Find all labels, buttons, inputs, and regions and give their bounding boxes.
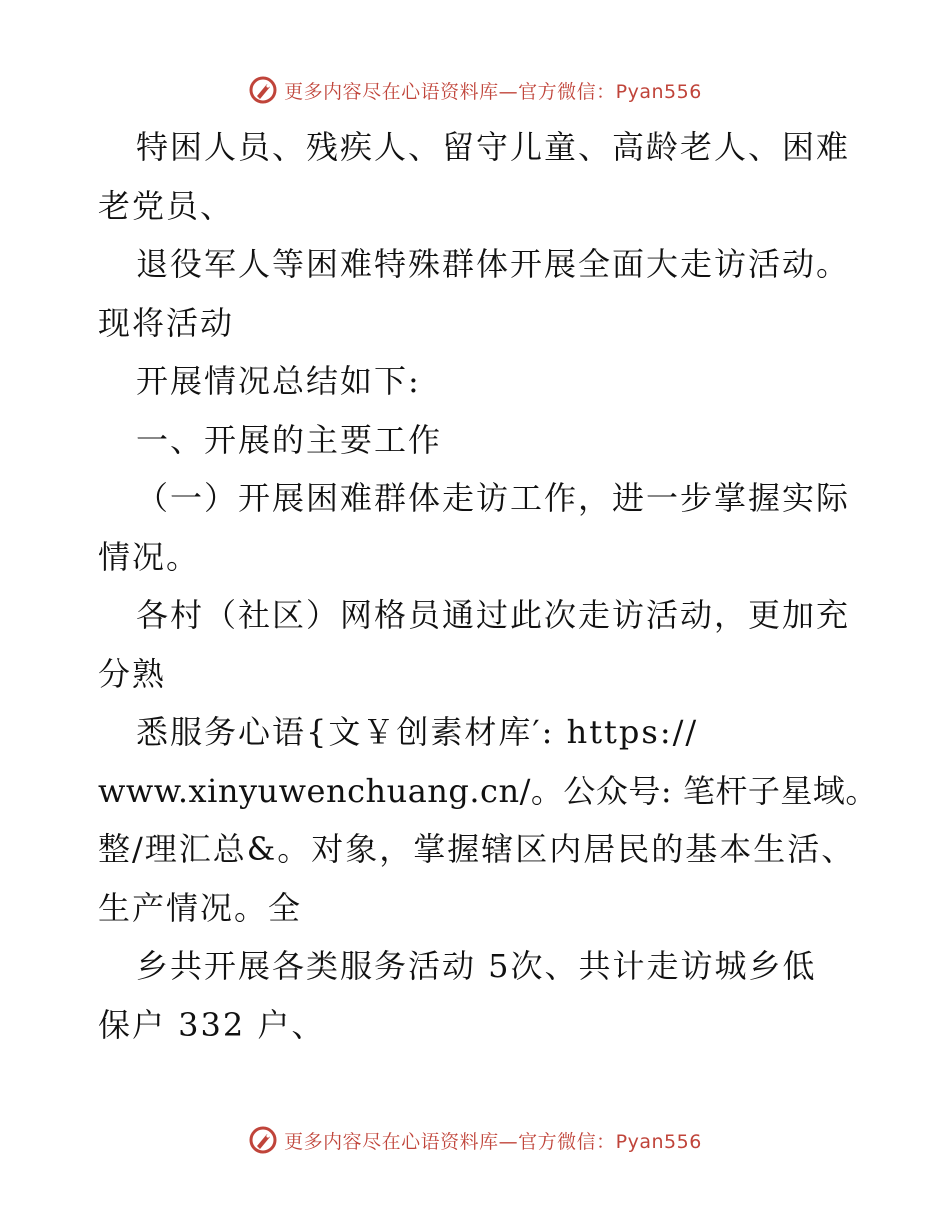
footer-watermark-text: 更多内容尽在心语资料库—官方微信：Pyan556 xyxy=(284,1130,702,1153)
pen-nib-logo-icon xyxy=(248,75,278,105)
subsection-heading: （一）开展困难群体走访工作，进一步掌握实际 xyxy=(136,479,851,517)
body-line: 现将活动 xyxy=(98,303,235,342)
body-line: 保户 332 户、 xyxy=(98,1005,326,1044)
document-body xyxy=(98,118,878,1054)
body-line: 悉服务心语{文￥创素材库′: https:// xyxy=(136,713,699,751)
section-heading: 一、开展的主要工作 xyxy=(136,420,443,459)
footer-watermark-banner xyxy=(0,1120,950,1160)
body-line: 情况。 xyxy=(98,537,201,576)
header-watermark-text: 更多内容尽在心语资料库—官方微信：Pyan556 xyxy=(284,80,702,103)
body-line: 各村（社区）网格员通过此次走访活动，更加充 xyxy=(136,596,851,634)
body-line: 开展情况总结如下: xyxy=(136,362,421,400)
body-line: 乡共开展各类服务活动 5次、共计走访城乡低 xyxy=(136,947,817,985)
body-line: 分熟 xyxy=(98,654,167,693)
body-line: 生产情况。全 xyxy=(98,888,303,927)
body-line: 老党员、 xyxy=(98,186,235,225)
body-line: 特困人员、残疾人、留守儿童、高龄老人、困难 xyxy=(136,128,851,166)
body-line: 退役军人等困难特殊群体开展全面大走访活动。 xyxy=(136,245,851,283)
pen-nib-logo-icon xyxy=(248,1125,278,1155)
body-line-url: www.xinyuwenchuang.cn/。公众号: 笔杆子星域。 xyxy=(98,771,878,810)
header-watermark-banner xyxy=(0,70,950,110)
body-line: 整/理汇总&。对象，掌握辖区内居民的基本生活、 xyxy=(98,830,856,868)
